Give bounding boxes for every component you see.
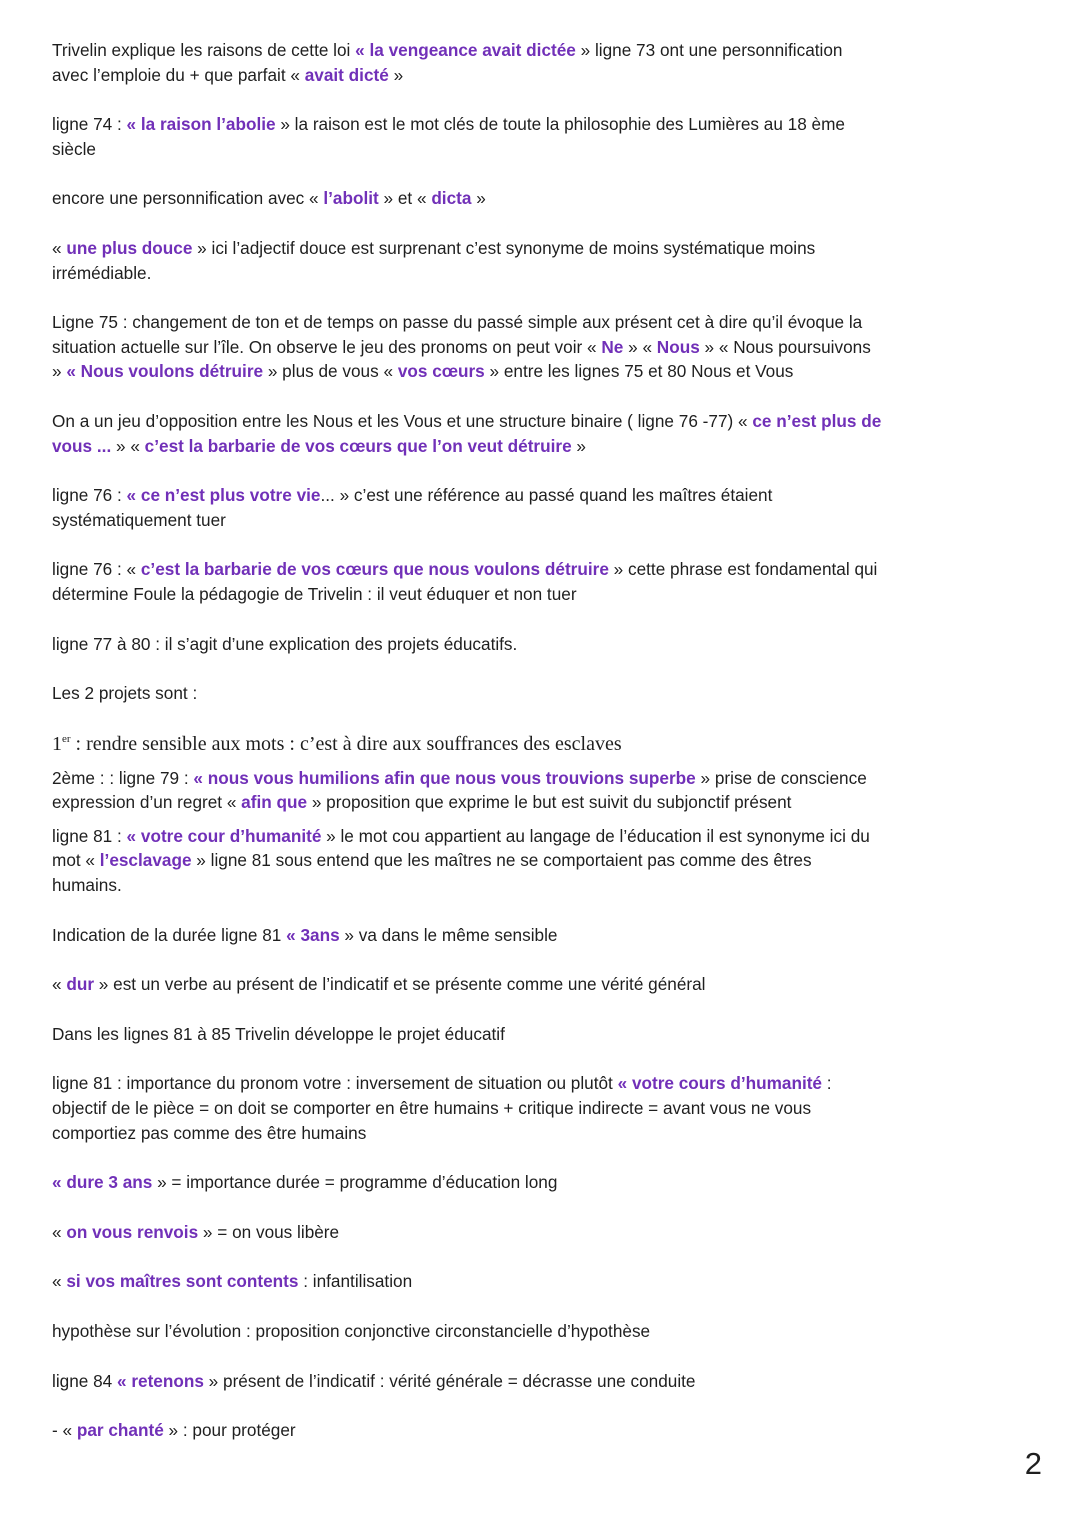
text-segment: ligne 81 : importance du pronom votre : inversement de situation ou plutôt xyxy=(52,1073,618,1094)
text-segment: » « xyxy=(111,435,145,456)
text-segment: Dans les lignes 81 à 85 Trivelin développe le projet éducatif xyxy=(52,1023,505,1044)
text-segment: » le mot cou appartient au langage de l’éducation il est synonyme ici du mot « xyxy=(52,825,870,871)
paragraph-12 xyxy=(52,766,882,815)
paragraph-3 xyxy=(52,186,882,211)
text-segment: ligne 76 : xyxy=(52,485,127,506)
text-segment: » est un verbe au présent de l’indicatif et se présente comme une vérité général xyxy=(94,974,706,995)
highlighted-quote: l’esclavage xyxy=(99,850,192,871)
highlighted-quote: avait dicté xyxy=(304,64,389,85)
text-segment: ligne 76 : « xyxy=(52,559,141,580)
text-segment: » prise de conscience expression d’un regret « xyxy=(52,767,867,813)
highlighted-quote: dicta xyxy=(431,188,472,209)
highlighted-quote: « retenons xyxy=(116,1370,204,1391)
highlighted-quote: afin que xyxy=(241,792,308,813)
document-page xyxy=(52,38,882,1468)
highlighted-quote: « la raison l’abolie xyxy=(126,114,276,135)
text-segment: - « xyxy=(52,1420,77,1441)
highlighted-quote: on vous renvois xyxy=(66,1221,199,1242)
paragraph-22 xyxy=(52,1369,882,1394)
text-segment: » xyxy=(471,188,486,209)
text-segment: On a un jeu d’opposition entre les Nous et les Vous et une structure binaire ( ligne 76 -77) « xyxy=(52,410,753,431)
text-segment: Les 2 projets sont : xyxy=(52,683,198,704)
paragraph-19 xyxy=(52,1220,882,1245)
text-segment: » la raison est le mot clés de toute la philosophie des Lumières au 18 ème siècle xyxy=(52,114,845,159)
superscript: er xyxy=(62,732,71,745)
highlighted-quote: « 3ans xyxy=(286,924,340,945)
highlighted-quote: c’est la barbarie de vos cœurs que l’on veut détruire xyxy=(144,435,572,456)
text-segment: : objectif de le pièce = on doit se comporter en être humains + critique indirecte = avant vous ne vous comportiez pas comme des être humains xyxy=(52,1073,832,1143)
paragraph-11 xyxy=(52,731,882,757)
highlighted-quote: Nous xyxy=(656,336,700,357)
text-segment: : infantilisation xyxy=(298,1271,413,1292)
text-segment: « xyxy=(52,237,67,258)
text-segment: » ici l’adjectif douce est surprenant c’est synonyme de moins systématique moins irrémédiable. xyxy=(52,237,816,283)
paragraph-23 xyxy=(52,1418,882,1443)
text-segment: » « Nous poursuivons » xyxy=(52,336,871,382)
text-segment: » ligne 73 ont une personnification avec l’emploie du + que parfait « xyxy=(52,40,843,85)
paragraph-7 xyxy=(52,483,882,532)
paragraph-1 xyxy=(52,38,882,87)
paragraph-18 xyxy=(52,1170,882,1195)
paragraph-15 xyxy=(52,972,882,997)
highlighted-quote: « Nous voulons détruire xyxy=(66,361,264,382)
text-segment: » plus de vous « xyxy=(263,361,398,382)
paragraph-9 xyxy=(52,632,882,657)
paragraph-14 xyxy=(52,923,882,948)
text-segment: » : pour protéger xyxy=(163,1420,296,1441)
text-segment: » = on vous libère xyxy=(198,1221,340,1242)
paragraph-16 xyxy=(52,1022,882,1047)
highlighted-quote: c’est la barbarie de vos cœurs que nous voulons détruire xyxy=(140,559,609,580)
highlighted-quote: « la vengeance avait dictée xyxy=(355,40,576,60)
paragraph-13 xyxy=(52,824,882,898)
text-segment: 1 xyxy=(52,732,62,755)
paragraph-4 xyxy=(52,236,882,285)
highlighted-quote: une plus douce xyxy=(66,237,193,258)
text-segment: ligne 84 xyxy=(52,1370,117,1391)
page-number: 2 xyxy=(1024,1446,1042,1481)
text-segment: » va dans le même sensible xyxy=(339,924,558,945)
highlighted-quote: « votre cour d’humanité xyxy=(126,825,322,846)
highlighted-quote: « votre cours d’humanité xyxy=(617,1073,822,1094)
paragraph-21 xyxy=(52,1319,882,1344)
highlighted-quote: l’abolit xyxy=(323,188,379,209)
text-segment: » = importance durée = programme d’éducation long xyxy=(152,1172,558,1193)
text-segment: ligne 74 : xyxy=(52,114,127,135)
text-segment: » « xyxy=(623,336,657,357)
text-segment: » xyxy=(388,64,404,85)
highlighted-quote: « nous vous humilions afin que nous vous trouvions superbe xyxy=(193,767,696,788)
text-segment: « xyxy=(52,974,67,995)
text-segment: 2ème : : ligne 79 : xyxy=(52,767,194,788)
paragraph-10 xyxy=(52,681,882,706)
text-segment: » et « xyxy=(378,188,432,209)
text-segment: Indication de la durée ligne 81 xyxy=(52,924,287,945)
highlighted-quote: vos cœurs xyxy=(397,361,485,382)
paragraph-20 xyxy=(52,1269,882,1294)
paragraph-2 xyxy=(52,112,882,161)
text-segment: » proposition que exprime le but est suivit du subjonctif présent xyxy=(307,792,792,813)
text-segment: Trivelin explique les raisons de cette loi xyxy=(52,40,356,60)
text-segment: » xyxy=(571,435,586,456)
text-segment: » ligne 81 sous entend que les maîtres ne se comportaient pas comme des êtres humains. xyxy=(52,850,812,896)
highlighted-quote: par chanté xyxy=(76,1420,164,1441)
highlighted-quote: « dure 3 ans xyxy=(52,1172,153,1193)
text-segment: ... » c’est une référence au passé quand les maîtres étaient systématiquement tuer xyxy=(52,485,773,530)
text-segment: hypothèse sur l’évolution : proposition conjonctive circonstancielle d’hypothèse xyxy=(52,1321,651,1341)
text-segment: encore une personnification avec « xyxy=(52,188,324,209)
text-segment: : rendre sensible aux mots : c’est à dire aux souffrances des esclaves xyxy=(70,732,622,755)
highlighted-quote: Ne xyxy=(601,336,624,357)
text-segment: ligne 81 : xyxy=(52,825,127,846)
paragraph-6 xyxy=(52,409,882,458)
paragraph-17 xyxy=(52,1071,882,1145)
paragraph-8 xyxy=(52,557,882,606)
highlighted-quote: dur xyxy=(66,974,95,995)
text-segment: « xyxy=(52,1221,67,1242)
text-segment: Ligne 75 : changement de ton et de temps on passe du passé simple aux présent cet à dire qu’il évoque la situation actuelle sur l’île. On observe le jeu des pronoms on peut voir « xyxy=(52,312,863,357)
highlighted-quote: si vos maîtres sont contents xyxy=(66,1271,299,1292)
paragraph-5 xyxy=(52,310,882,384)
text-segment: » entre les lignes 75 et 80 Nous et Vous xyxy=(484,361,794,382)
highlighted-quote: « ce n’est plus votre vie xyxy=(126,485,321,506)
text-segment: » cette phrase est fondamental qui détermine Foule la pédagogie de Trivelin : il veut éduquer et non tuer xyxy=(52,559,878,604)
text-segment: « xyxy=(52,1271,67,1292)
text-segment: ligne 77 à 80 : il s’agit d’une explication des projets éducatifs. xyxy=(52,633,518,654)
highlighted-quote: ce n’est plus de vous ... xyxy=(52,410,882,456)
text-segment: » présent de l’indicatif : vérité générale = décrasse une conduite xyxy=(203,1370,696,1391)
